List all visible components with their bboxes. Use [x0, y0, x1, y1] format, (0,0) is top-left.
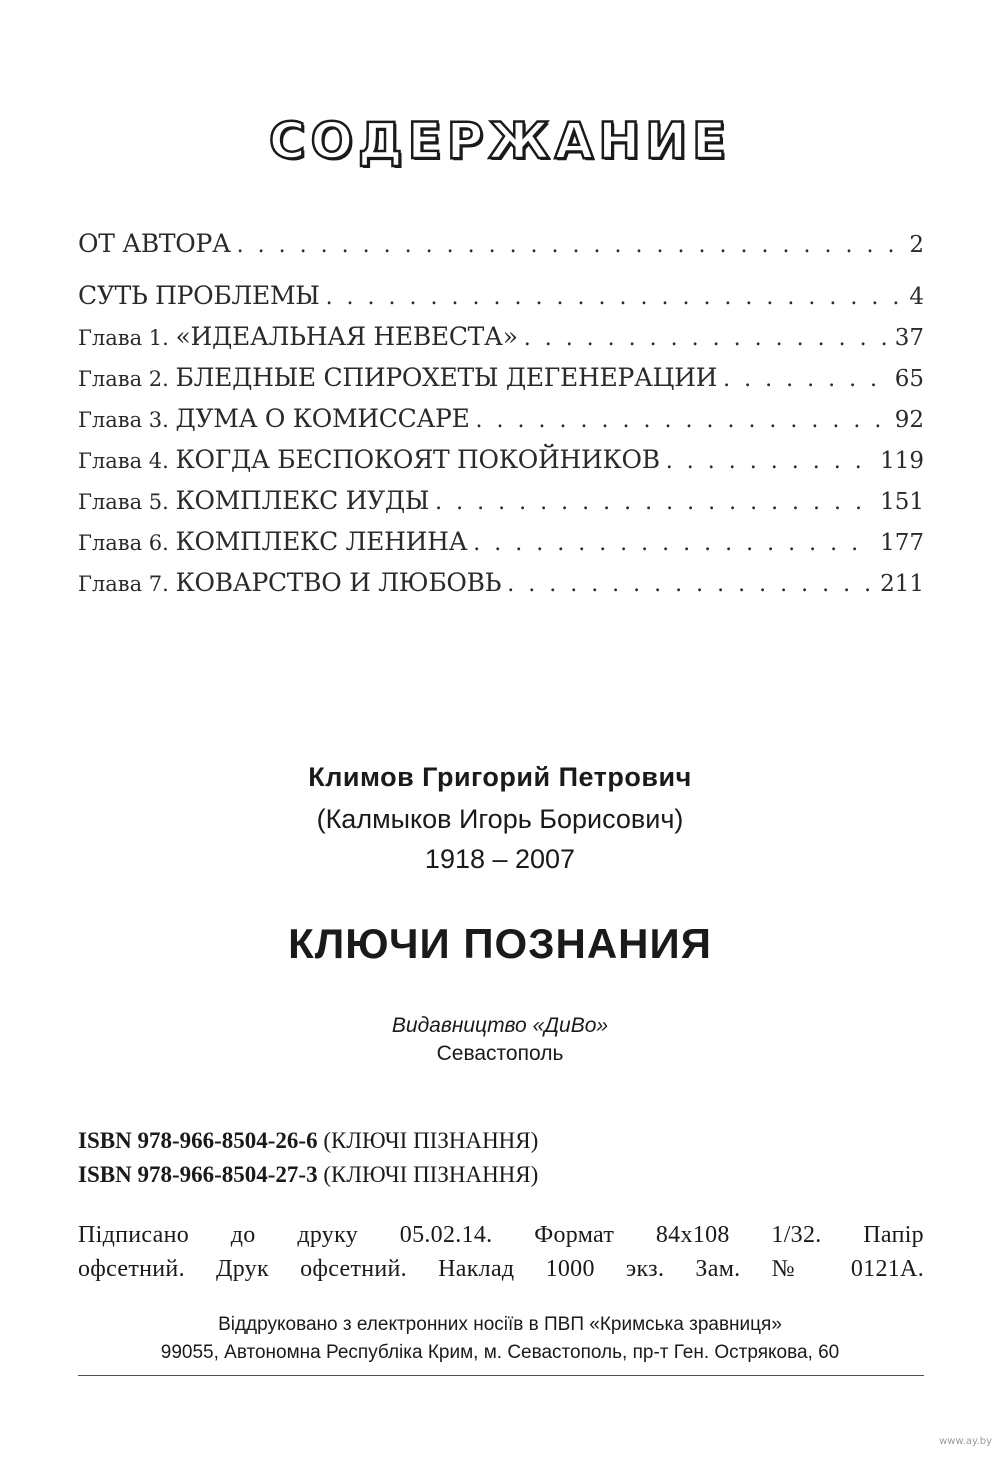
toc-leader-dots: [476, 401, 889, 441]
toc-leader-dots: [723, 360, 889, 400]
publisher-name: Видавництво «ДиВо»: [391, 1014, 609, 1037]
toc-entry-page: 211: [880, 571, 924, 597]
isbn-note: (КЛЮЧІ ПІЗНАННЯ): [317, 1128, 539, 1153]
toc-leader-dots: [237, 226, 904, 266]
toc-leader-dots: [435, 483, 874, 523]
toc-entry-page: 177: [880, 530, 924, 556]
toc-leader-dots: [473, 524, 874, 564]
toc-entry-page: 92: [894, 407, 924, 433]
isbn-number: ISBN 978-966-8504-26-6: [78, 1128, 318, 1153]
author-real-name: (Калмыков Игорь Борисович): [316, 804, 684, 834]
toc-leader-dots: [666, 442, 874, 482]
toc-entry-title: КОМПЛЕКС ИУДЫ: [175, 486, 430, 515]
toc-entry-page: 65: [894, 366, 924, 392]
imprint-block: [78, 1218, 924, 1286]
bottom-rule: [78, 1375, 924, 1376]
isbn-note: (КЛЮЧІ ПІЗНАННЯ): [317, 1162, 539, 1187]
toc-leader-dots: [326, 278, 904, 318]
isbn-line: [78, 1128, 538, 1154]
toc-entry: [78, 399, 924, 439]
printer-line: Віддруковано з електронних носіїв в ПВП «Кримська зравниця»: [218, 1314, 782, 1335]
toc-entry-page: 2: [909, 232, 924, 258]
toc-entry-title: БЛЕДНЫЕ СПИРОХЕТЫ ДЕГЕНЕРАЦИИ: [175, 363, 718, 392]
toc-leader-dots: [524, 319, 889, 359]
toc-entry: [78, 481, 924, 521]
toc-entry: [78, 224, 924, 264]
toc-entry-title: СУТЬ ПРОБЛЕМЫ: [78, 281, 320, 310]
toc-entry-title: «ИДЕАЛЬНАЯ НЕВЕСТА»: [175, 322, 518, 351]
toc-entry: [78, 440, 924, 480]
publisher-city: Севастополь: [436, 1042, 564, 1065]
watermark: www.ay.by: [939, 1436, 992, 1447]
toc-entry-page: 37: [894, 325, 924, 351]
toc-entry-page: 151: [880, 489, 924, 515]
toc-entry-prefix: Глава 6.: [78, 531, 176, 555]
toc-entry: [78, 522, 924, 562]
toc-entry-page: 119: [880, 448, 924, 474]
toc-leader-dots: [507, 565, 874, 605]
toc-entry-prefix: Глава 4.: [78, 449, 176, 473]
toc-entry: [78, 358, 924, 398]
isbn-number: ISBN 978-966-8504-27-3: [78, 1162, 318, 1187]
book-title: КЛЮЧИ ПОЗНАНИЯ: [288, 920, 712, 967]
printer-address: 99055, Автономна Республіка Крим, м. Севастополь, пр-т Ген. Острякова, 60: [160, 1342, 840, 1363]
author-years: 1918 – 2007: [424, 844, 576, 874]
toc-entry-prefix: Глава 1.: [78, 326, 176, 350]
toc-entry-prefix: Глава 2.: [78, 367, 176, 391]
toc-entry-page: 4: [909, 284, 924, 310]
imprint-line: офсетний. Друк офсетний. Наклад 1000 экз. Зам. № 0121А.: [78, 1256, 924, 1282]
toc-entry-title: ОТ АВТОРА: [78, 229, 231, 258]
toc-entry-prefix: Глава 3.: [78, 408, 176, 432]
isbn-line: [78, 1162, 538, 1188]
toc-entry-title: КОВАРСТВО И ЛЮБОВЬ: [175, 568, 502, 597]
toc-entry-prefix: Глава 5.: [78, 490, 176, 514]
toc-entry: [78, 563, 924, 603]
imprint-line: Підписано до друку 05.02.14. Формат 84х108 1/32. Папір: [78, 1222, 924, 1248]
toc-entry-prefix: Глава 7.: [78, 572, 176, 596]
author-name: Климов Григорий Петрович: [308, 762, 692, 792]
toc-entry-title: ДУМА О КОМИССАРЕ: [175, 404, 470, 433]
contents-heading: СОДЕРЖАНИЕ: [268, 112, 732, 170]
toc-entry: [78, 276, 924, 316]
toc-entry-title: КОГДА БЕСПОКОЯТ ПОКОЙНИКОВ: [175, 445, 660, 474]
toc-entry: [78, 317, 924, 357]
toc-entry-title: КОМПЛЕКС ЛЕНИНА: [175, 527, 468, 556]
